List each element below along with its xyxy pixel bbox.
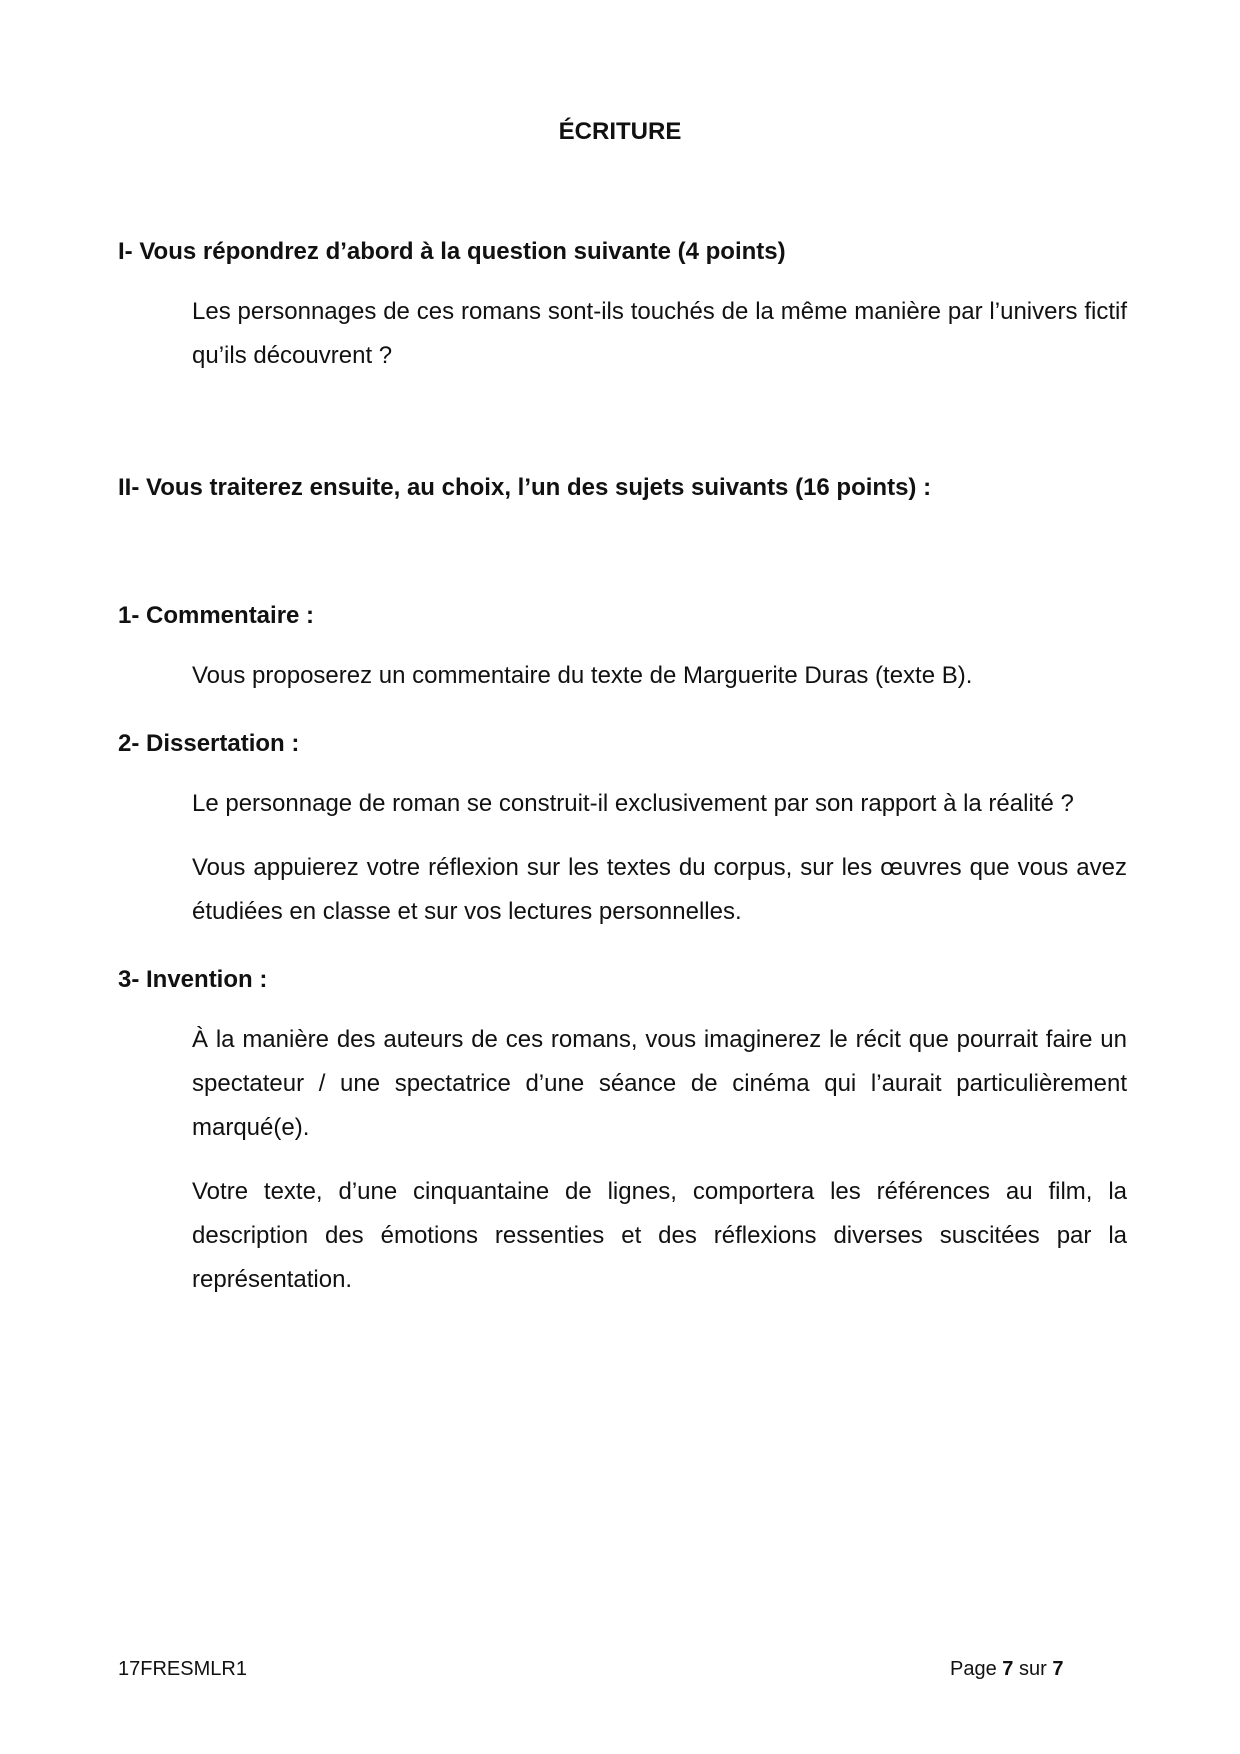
question-heading: I- Vous répondrez d’abord à la question suivante (4 points)	[118, 238, 786, 265]
part2-heading: II- Vous traiterez ensuite, au choix, l’un des sujets suivants (16 points) :	[118, 474, 932, 501]
question-text: Les personnages de ces romans sont-ils touchés de la même manière par l’univers fictif qu’ils découvrent ?	[192, 298, 1127, 369]
page-title: ÉCRITURE	[558, 118, 682, 145]
commentaire-text: Vous proposerez un commentaire du texte de Marguerite Duras (texte B).	[192, 662, 973, 689]
footer-page-current: 7	[1002, 1658, 1014, 1680]
invention-text-1: À la manière des auteurs de ces romans, vous imaginerez le récit que pourrait faire un spectateur / une spectatrice d’une séance de cinéma qui l’aurait particulièrement marqué(e).	[192, 1026, 1127, 1141]
dissertation-heading: 2- Dissertation :	[118, 730, 300, 757]
dissertation-text-2: Vous appuierez votre réflexion sur les textes du corpus, sur les œuvres que vous avez étudiées en classe et sur vos lectures personnelles.	[192, 854, 1127, 925]
footer-page-number	[950, 1658, 1063, 1681]
footer-page-label: Page	[950, 1658, 997, 1680]
footer-page-total: 7	[1052, 1658, 1064, 1680]
dissertation-text-1: Le personnage de roman se construit-il exclusivement par son rapport à la réalité ?	[192, 790, 1074, 817]
footer-page-sep: sur	[1018, 1658, 1047, 1680]
footer-code: 17FRESMLR1	[118, 1658, 247, 1680]
invention-heading: 3- Invention :	[118, 966, 268, 993]
invention-text-2: Votre texte, d’une cinquantaine de lignes, comportera les références au film, la description des émotions ressenties et des réflexions diverses suscitées par la représentation.	[192, 1178, 1127, 1293]
commentaire-heading: 1- Commentaire :	[118, 602, 315, 629]
